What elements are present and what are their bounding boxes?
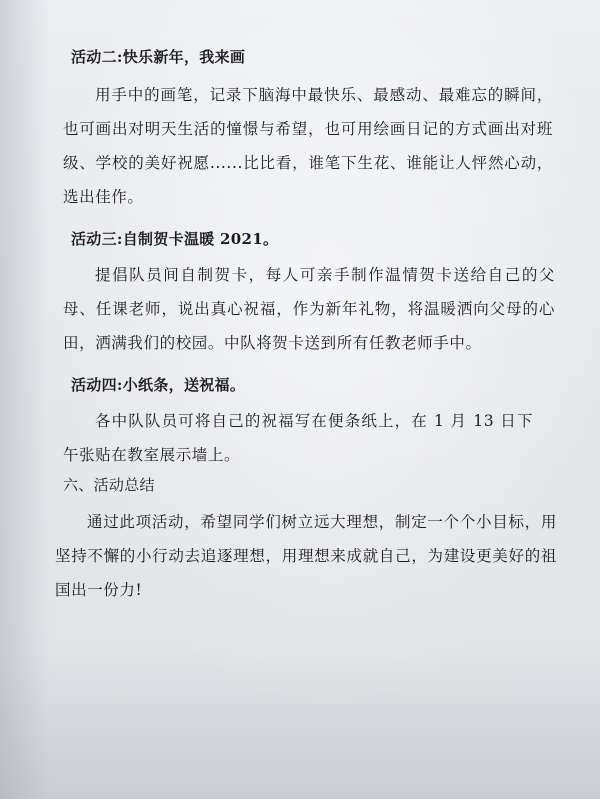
activity3-paragraph: 提倡队员间自制贺卡，每人可亲手制作温情贺卡送给自己的父母、任课老师，说出真心祝福，作为新年礼物，将温暖洒向父母的心田，洒满我们的校园。中队将贺卡送到所有任教老师手中。 xyxy=(63,266,555,352)
activity4-paragraph: 各中队队员可将自己的祝福写在便条纸上，在 1 月 13 日下午张贴在教室展示墙上。 xyxy=(63,412,533,464)
activity2-paragraph: 用手中的画笔，记录下脑海中最快乐、最感动、最难忘的瞬间，也可画出对明天生活的憧憬与希望，也可用绘画日记的方式画出对班级、学校的美好祝愿......比比看，谁笔下生花、谁能让人怦然心动，选出佳作。 xyxy=(63,86,553,206)
activity2-heading: 活动二:快乐新年，我来画 xyxy=(71,48,246,66)
activity4-heading: 活动四:小纸条，送祝福。 xyxy=(71,376,246,394)
summary-paragraph: 通过此项活动，希望同学们树立远大理想，制定一个个小目标，用坚持不懈的小行动去追逐理想，用理想来成就自己，为建设更美好的祖国出一份力! xyxy=(55,513,557,599)
summary-heading: 六、活动总结 xyxy=(63,476,155,494)
activity3-heading: 活动三:自制贺卡温暖 2021。 xyxy=(71,230,279,248)
page-shadow-bottom xyxy=(0,649,600,799)
